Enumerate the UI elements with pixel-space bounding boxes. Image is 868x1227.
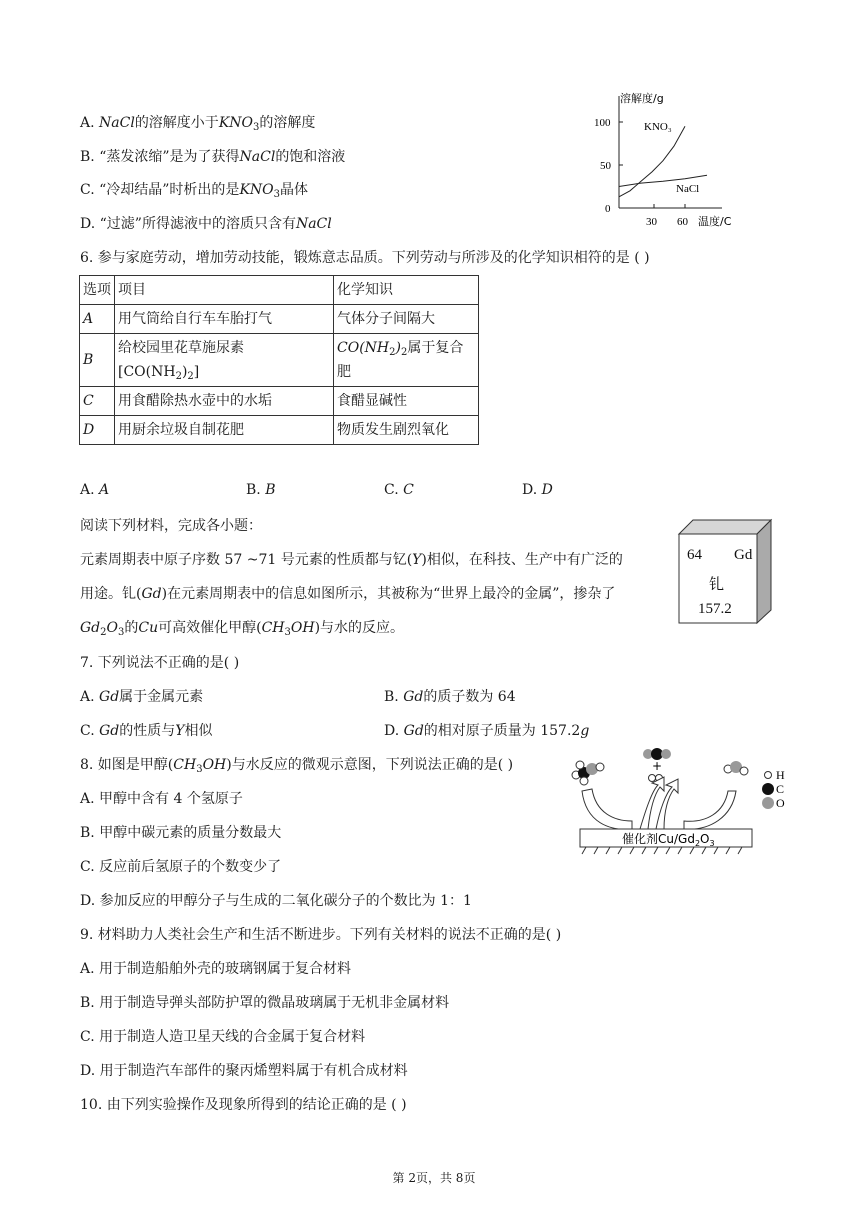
q6-table xyxy=(79,275,479,445)
water-molecule-icon xyxy=(724,761,748,775)
ground-hatching xyxy=(580,847,752,854)
table-header-cell: 化学知识 xyxy=(334,276,479,305)
q7-option-c: C. Gd的性质与Y相似 xyxy=(80,723,213,739)
table-header-row xyxy=(80,276,479,305)
legend-label-o: O xyxy=(776,796,785,810)
legend-label-h: H xyxy=(776,768,785,782)
x-tick-label-60: 60 xyxy=(677,216,688,228)
q5-option-a: A. NaCl的溶解度小于$KNO_3$的溶解度 xyxy=(80,115,316,133)
element-atomic-mass: 157.2 xyxy=(698,601,732,617)
hydrogen-atom-icon xyxy=(765,772,772,779)
q9-option-d: D. 用于制造汽车部件的聚丙烯塑料属于有机合成材料 xyxy=(80,1063,408,1079)
element-card-gd xyxy=(676,517,774,625)
table-cell-knowledge: $CO(NH_2)_2$属于复合 肥 xyxy=(334,334,479,387)
table-row xyxy=(80,416,479,445)
y-tick-label-100: 100 xyxy=(594,117,611,129)
solubility-chart-svg xyxy=(592,88,752,233)
q5-option-b: B. “蒸发浓缩”是为了获得NaCl的饱和溶液 xyxy=(80,149,346,165)
q7-option-b: B. Gd的质子数为 64 xyxy=(384,689,516,705)
kno3-series-label: KNO₃ xyxy=(644,121,672,133)
y-tick-label-0: 0 xyxy=(605,203,611,215)
page-footer: 第 2页，共 8页 xyxy=(392,1171,476,1185)
q8-stem: 8. 如图是甲醇$(CH_3OH)$与水反应的微观示意图，下列说法正确的是( ) xyxy=(80,757,514,775)
table-cell-option: D xyxy=(80,416,115,445)
material-intro: 阅读下列材料，完成各小题： xyxy=(80,518,262,534)
q9-option-b: B. 用于制造导弹头部防护罩的微晶玻璃属于无机非金属材料 xyxy=(80,995,450,1011)
q6-option-b: B. B xyxy=(246,482,276,498)
y-axis-label: 溶解度/g xyxy=(620,92,664,105)
q7-option-a: A. Gd属于金属元素 xyxy=(80,689,204,705)
table-header-cell: 选项 xyxy=(80,276,115,305)
nacl-series-label: NaCl xyxy=(676,183,700,195)
q8-option-a: A. 甲醇中含有 4 个氢原子 xyxy=(80,791,243,807)
material-paragraph-line-1: 元素周期表中原子序数 57 ~71 号元素的性质都与钇(Y)相似，在科技、生产中有广泛的 xyxy=(80,552,623,568)
table-row xyxy=(80,305,479,334)
q5-option-d: D. “过滤”所得滤液中的溶质只含有NaCl xyxy=(80,216,332,232)
q9-stem: 9. 材料助力人类社会生产和生活不断进步。下列有关材料的说法不正确的是( ) xyxy=(80,927,562,943)
q8-option-c: C. 反应前后氢原子的个数变少了 xyxy=(80,859,282,875)
table-header-cell: 项目 xyxy=(115,276,334,305)
q9-option-a: A. 用于制造船舶外壳的玻璃钢属于复合材料 xyxy=(80,961,352,977)
legend-label-c: C xyxy=(776,782,785,796)
table-row xyxy=(80,387,479,416)
methanol-molecule-icon xyxy=(572,761,604,785)
table-cell-item: 用气筒给自行车车胎打气 xyxy=(115,305,334,334)
q8-option-d: D. 参加反应的甲醇分子与生成的二氧化碳分子的个数比为 1：1 xyxy=(80,893,472,909)
material-paragraph-line-2: 用途。钆(Gd)在元素周期表中的信息如图所示，其被称为“世界上最冷的金属”，掺杂了 xyxy=(80,586,616,602)
reaction-micro-diagram xyxy=(560,745,800,857)
q8-option-b: B. 甲醇中碳元素的质量分数最大 xyxy=(80,825,282,841)
atom-legend xyxy=(762,768,785,810)
q5-option-c: C. “冷却结晶”时析出的是$KNO_3$晶体 xyxy=(80,182,308,200)
table-cell-knowledge: 气体分子间隔大 xyxy=(334,305,479,334)
q10-stem: 10. 由下列实验操作及现象所得到的结论正确的是 ( ) xyxy=(80,1097,407,1113)
table-row xyxy=(80,334,479,387)
table-cell-item: 用食醋除热水壶中的水垢 xyxy=(115,387,334,416)
table-cell-knowledge: 食醋显碱性 xyxy=(334,387,479,416)
table-cell-item: 给校园里花草施尿素 $[CO(NH_2)_2]$ xyxy=(115,334,334,387)
q7-option-d: D. Gd的相对原子质量为 157.2g xyxy=(384,723,590,739)
carbon-atom-icon xyxy=(762,783,774,795)
material-paragraph-line-3: $Gd_2O_3$的Cu可高效催化甲醇$(CH_3OH)$与水的反应。 xyxy=(80,620,405,638)
q6-stem: 6. 参与家庭劳动，增加劳动技能，锻炼意志品质。下列劳动与所涉及的化学知识相符的是 ( ) xyxy=(80,250,650,266)
x-tick-label-30: 30 xyxy=(646,216,657,228)
oxygen-atom-icon xyxy=(762,797,774,809)
element-atomic-number: 64 xyxy=(687,547,702,563)
q9-option-c: C. 用于制造人造卫星天线的合金属于复合材料 xyxy=(80,1029,366,1045)
y-tick-label-50: 50 xyxy=(600,160,611,172)
q6-option-d: D. D xyxy=(522,482,553,498)
q6-option-a: A. A xyxy=(80,482,110,498)
reaction-arrows-icon xyxy=(582,777,736,829)
solubility-chart xyxy=(592,88,752,233)
table-cell-item: 用厨余垃圾自制花肥 xyxy=(115,416,334,445)
table-cell-option: A xyxy=(80,305,115,334)
table-cell-option: B xyxy=(80,334,115,387)
element-name: 钆 xyxy=(709,575,725,593)
svg-text:+: + xyxy=(652,759,663,773)
table-cell-option: C xyxy=(80,387,115,416)
q6-option-c: C. C xyxy=(384,482,414,498)
catalyst-label: 催化剂$Cu/Gd_2O_3$ xyxy=(622,832,715,848)
x-axis-label: 温度/C xyxy=(698,215,732,228)
q7-stem: 7. 下列说法不正确的是( ) xyxy=(80,655,240,671)
table-cell-knowledge: 物质发生剧烈氧化 xyxy=(334,416,479,445)
product-molecules-icon xyxy=(643,748,671,782)
reaction-diagram-svg xyxy=(560,745,800,857)
element-symbol: Gd xyxy=(734,547,753,563)
